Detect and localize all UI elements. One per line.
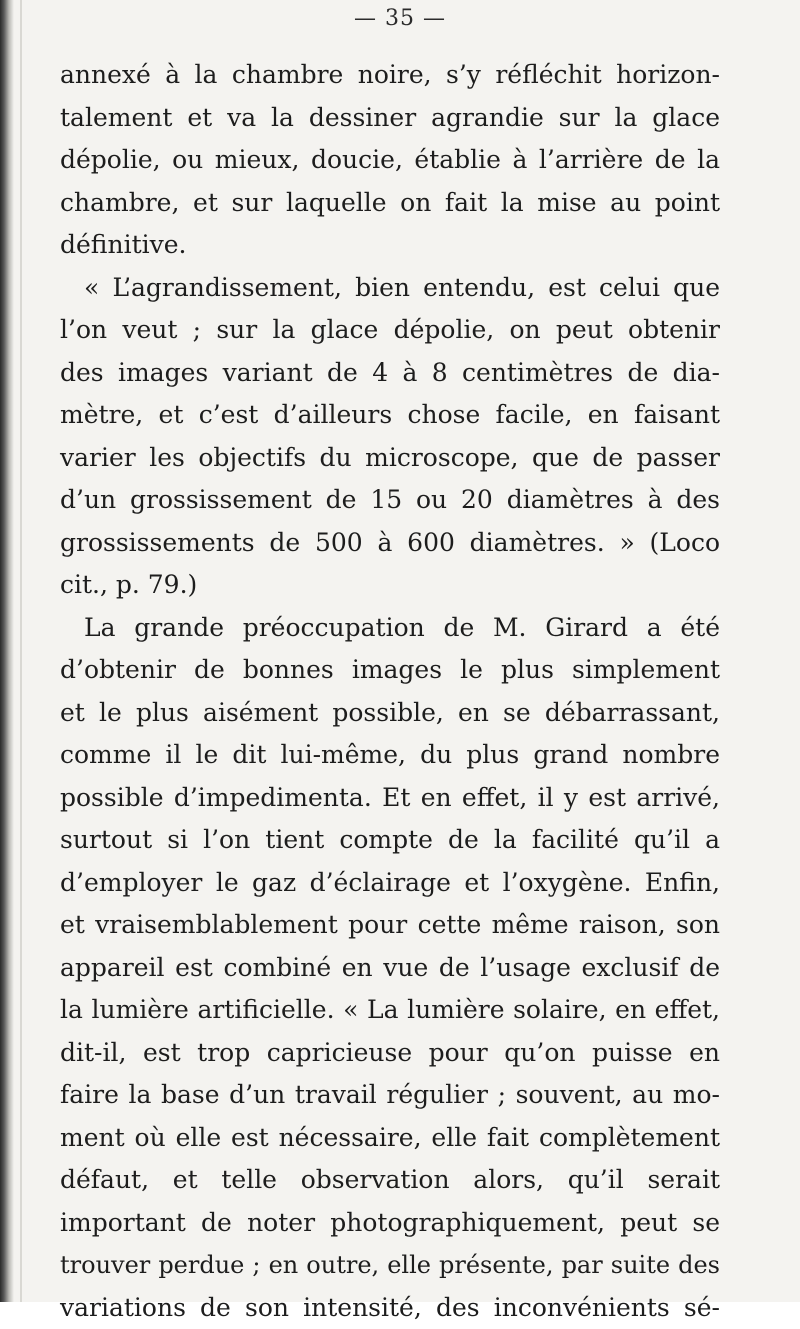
- text-line: d’un grossissement de 15 ou 20 diamètres à des: [60, 479, 720, 522]
- text-line: défaut, et telle observation alors, qu’il serait: [60, 1159, 720, 1202]
- text-line: « L’agrandissement, bien entendu, est celui que: [60, 267, 720, 310]
- text-line: possible d’impedimenta. Et en effet, il y est arrivé,: [60, 777, 720, 820]
- page-number: — 35 —: [0, 6, 800, 31]
- text-line: définitive.: [60, 224, 720, 267]
- text-line: annexé à la chambre noire, s’y réfléchit horizon-: [60, 54, 720, 97]
- text-line: grossissements de 500 à 600 diamètres. » (Loco: [60, 522, 720, 565]
- binding-edge-shadow: [0, 0, 14, 1302]
- text-line: faire la base d’un travail régulier ; souvent, au mo-: [60, 1074, 720, 1117]
- text-line: la lumière artificielle. « La lumière solaire, en effet,: [60, 989, 720, 1032]
- text-line: talement et va la dessiner agrandie sur la glace: [60, 97, 720, 140]
- text-line: ment où elle est nécessaire, elle fait complètement: [60, 1117, 720, 1160]
- text-line: l’on veut ; sur la glace dépolie, on peut obtenir: [60, 309, 720, 352]
- text-line: chambre, et sur laquelle on fait la mise au point: [60, 182, 720, 225]
- text-line: important de noter photographiquement, peut se: [60, 1202, 720, 1245]
- text-line: d’obtenir de bonnes images le plus simplement: [60, 649, 720, 692]
- text-line: et le plus aisément possible, en se débarrassant,: [60, 692, 720, 735]
- text-line: surtout si l’on tient compte de la facilité qu’il a: [60, 819, 720, 862]
- page-margin-line: [20, 0, 22, 1302]
- body-text: [60, 54, 720, 1329]
- text-line: appareil est combiné en vue de l’usage exclusif de: [60, 947, 720, 990]
- text-line: mètre, et c’est d’ailleurs chose facile, en faisant: [60, 394, 720, 437]
- text-line: cit., p. 79.): [60, 564, 720, 607]
- text-line: des images variant de 4 à 8 centimètres de dia-: [60, 352, 720, 395]
- text-line: d’employer le gaz d’éclairage et l’oxygène. Enfin,: [60, 862, 720, 905]
- text-line: varier les objectifs du microscope, que de passer: [60, 437, 720, 480]
- text-line: comme il le dit lui-même, du plus grand nombre: [60, 734, 720, 777]
- text-line: variations de son intensité, des inconvénients sé-: [60, 1287, 720, 1329]
- text-line: dépolie, ou mieux, doucie, établie à l’arrière de la: [60, 139, 720, 182]
- text-line: La grande préoccupation de M. Girard a été: [60, 607, 720, 650]
- text-line: et vraisemblablement pour cette même raison, son: [60, 904, 720, 947]
- text-line: trouver perdue ; en outre, elle présente, par suite des: [60, 1244, 720, 1287]
- text-line: dit-il, est trop capricieuse pour qu’on puisse en: [60, 1032, 720, 1075]
